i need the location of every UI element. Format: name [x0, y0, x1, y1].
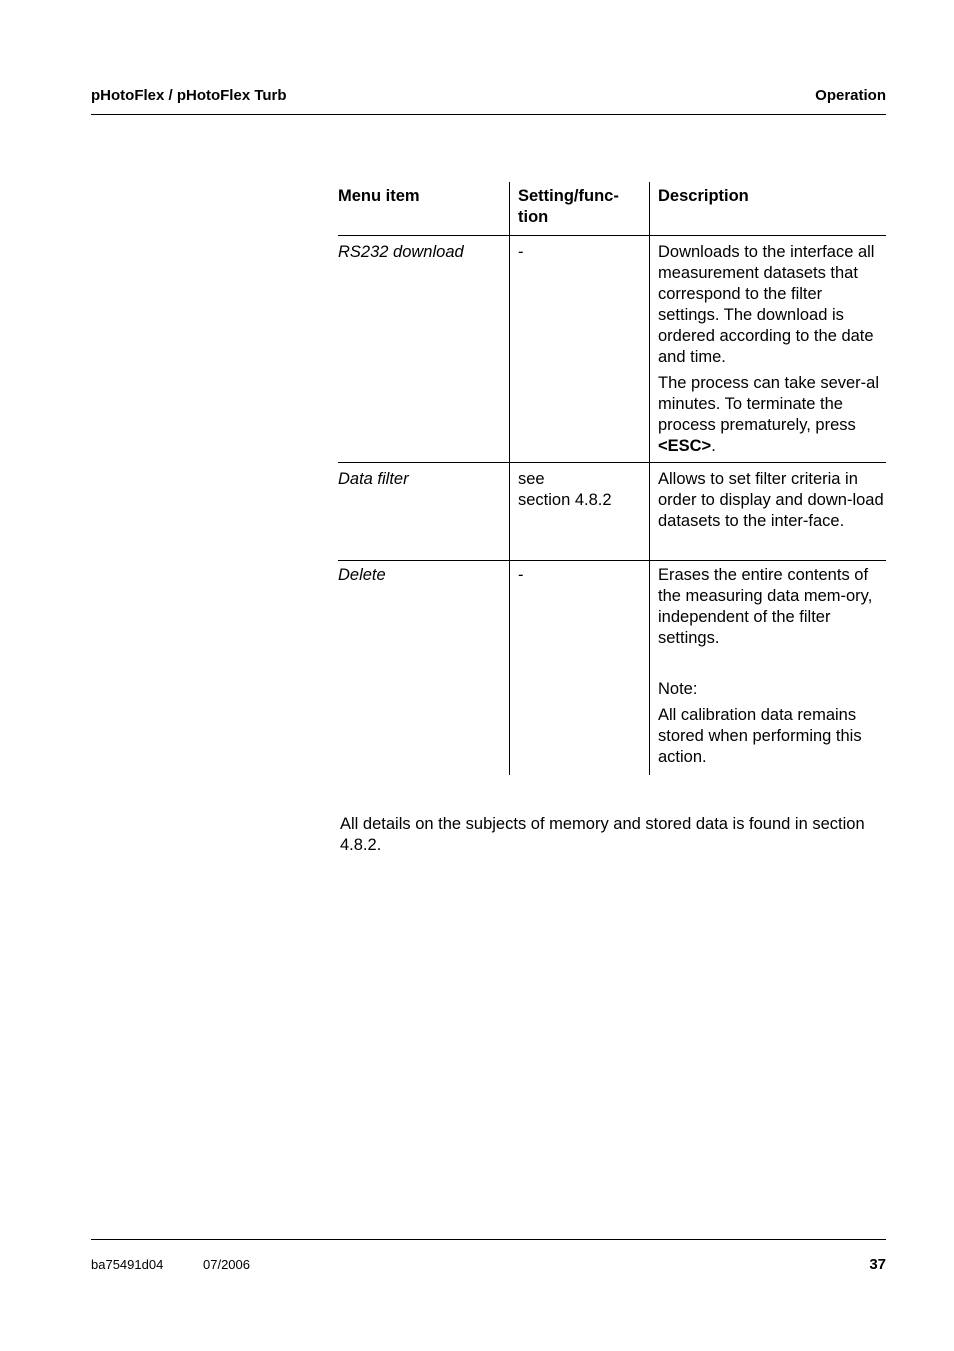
esc-key-label: <ESC>: [658, 437, 712, 455]
setting-line: see: [518, 470, 545, 488]
description-paragraph: Downloads to the interface all measurement datasets that correspond to the filter settings. The download is ordered according to the date and time.: [658, 243, 875, 366]
description-text: The process can take sever-al minutes. To terminate the process prematurely, press: [658, 374, 880, 434]
document-id: ba75491d04: [91, 1257, 164, 1272]
description-cell: [649, 561, 886, 775]
period: .: [711, 437, 716, 455]
description-cell: Allows to set filter criteria in order to display and down-load datasets to the inter-face.: [649, 463, 886, 560]
menu-table: [338, 182, 886, 775]
footer-rule: [91, 1239, 886, 1240]
setting-value: -: [509, 561, 649, 775]
setting-line: section 4.8.2: [518, 491, 612, 509]
column-header-setting: Setting/func- tion: [509, 182, 649, 235]
note-label: Note:: [658, 680, 698, 698]
description-cell: [649, 236, 886, 462]
header-rule: [91, 114, 886, 115]
menu-item-rs232-download: RS232 download: [338, 243, 464, 261]
setting-value: -: [509, 236, 649, 462]
table-row: [338, 235, 886, 462]
table-header-row: [338, 182, 886, 235]
column-header-menu-item: Menu item: [338, 187, 420, 205]
document-date: 07/2006: [203, 1257, 250, 1272]
setting-value: [509, 463, 649, 560]
description-paragraph: [658, 373, 886, 457]
body-paragraph: All details on the subjects of memory and stored data is found in section 4.8.2.: [340, 814, 865, 854]
table-row: [338, 560, 886, 775]
note-text: All calibration data remains stored when performing this action.: [658, 706, 862, 766]
chapter-title: Operation: [815, 87, 886, 104]
table-row: [338, 462, 886, 560]
menu-item-delete: Delete: [338, 566, 386, 584]
page-number: 37: [869, 1256, 886, 1273]
column-header-description: Description: [649, 182, 886, 235]
menu-item-data-filter: Data filter: [338, 470, 409, 488]
document-title: pHotoFlex / pHotoFlex Turb: [91, 87, 287, 104]
description-paragraph: Erases the entire contents of the measuring data mem-ory, independent of the filter settings.: [658, 566, 873, 647]
